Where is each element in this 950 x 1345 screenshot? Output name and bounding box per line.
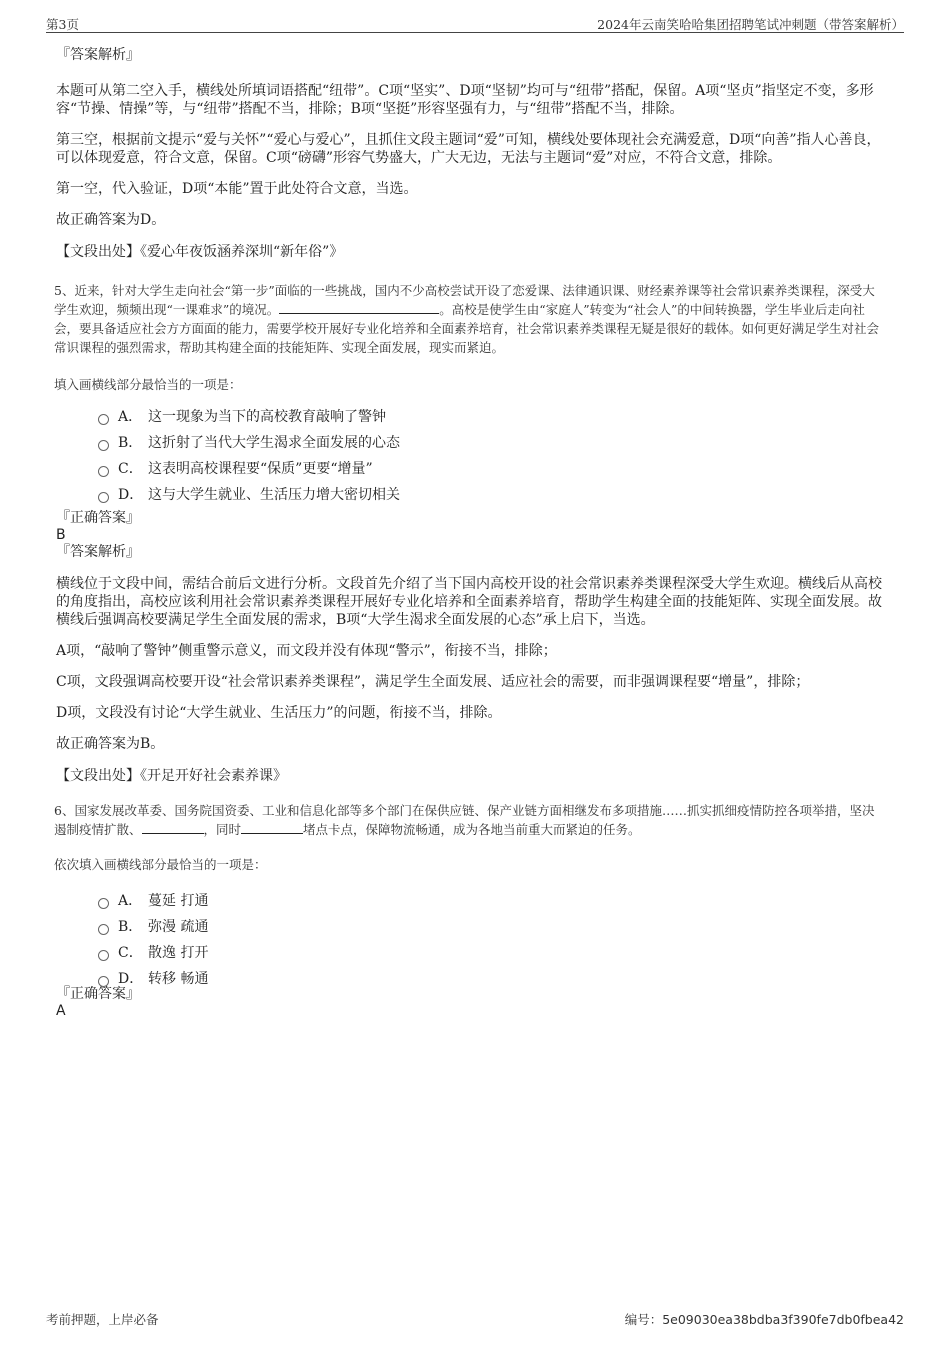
q5-stem-text: 5、近来，针对大学生走向社会“第一步”面临的一些挑战，国内不少高校尝试开设了恋爱课、法律通识课、财经素养课等社会常识素养类课程，深受大学生欢迎，频频出现“一课难求”的境况。 <box>54 283 875 317</box>
radio-icon[interactable] <box>98 924 109 935</box>
q5-answer: B <box>56 527 66 543</box>
option-letter: D． <box>118 971 144 987</box>
option-text: 这表明高校课程要“保质”更要“增量” <box>148 461 373 477</box>
option-letter: C． <box>118 945 143 961</box>
q5-analysis-paragraph: 横线位于文段中间，需结合前后文进行分析。文段首先介绍了当下国内高校开设的社会常识素养类课程深受大学生欢迎。横线后从高校的角度指出，高校应该利用社会常识素养类课程开展好专业化培养和全面素养培育，帮助学生构建全面的技能矩阵、实现全面发展。故横线后强调高校要满足学生全面发展的需求，B项“大学生渴求全面发展的心态”承上启下，当选。 <box>56 576 882 628</box>
q5-analysis-paragraph: A项，“敲响了警钟”侧重警示意义，而文段并没有体现“警示”，衔接不当，排除； <box>56 643 557 659</box>
q6-option-b[interactable] <box>98 913 928 939</box>
q6-stem-text: 6、国家发展改革委、国务院国资委、工业和信息化部等多个部门在保供应链、保产业链方面相继发布多项措施……抓实抓细疫情防控各项举措，坚决遏制疫情扩散、 <box>54 803 875 837</box>
footer-slogan: 考前押题，上岸必备 <box>46 1312 159 1327</box>
q5-prompt: 填入画横线部分最恰当的一项是： <box>54 377 242 392</box>
q6-option-a[interactable] <box>98 887 928 913</box>
q5-analysis-paragraph: 故正确答案为B。 <box>56 736 165 752</box>
radio-icon[interactable] <box>98 492 109 503</box>
option-text: 蔓延 打通 <box>148 893 209 909</box>
code-label: 编号： <box>624 1312 663 1327</box>
q4-analysis-paragraph: 本题可从第二空入手，横线处所填词语搭配“纽带”。C项“坚实”、D项“坚韧”均可与“纽带”搭配，保留。A项“坚贞”指坚定不变，多形容“节操、情操”等，与“纽带”搭配不当，排除；B项“坚挺”形容坚强有力，与“纽带”搭配不当，排除。 <box>56 83 874 117</box>
option-letter: B． <box>118 919 143 935</box>
q6-answer-label: 『正确答案』 <box>56 986 140 1002</box>
page-footer <box>46 1310 904 1330</box>
radio-icon[interactable] <box>98 440 109 451</box>
option-text: 散逸 打开 <box>148 945 209 961</box>
q4-analysis-paragraph: 第一空，代入验证，D项“本能”置于此处符合文意，当选。 <box>56 181 418 197</box>
q5-option-a[interactable] <box>98 403 928 429</box>
option-text: 这与大学生就业、生活压力增大密切相关 <box>148 487 400 503</box>
option-letter: B． <box>118 435 143 451</box>
option-letter: A． <box>118 409 143 425</box>
q6-answer: A <box>56 1003 66 1019</box>
q5-blank <box>279 301 439 314</box>
option-letter: C． <box>118 461 143 477</box>
q6-option-d[interactable] <box>98 965 928 991</box>
q5-analysis-label: 『答案解析』 <box>56 544 140 560</box>
q4-analysis-paragraph: 第三空，根据前文提示“爱与关怀”“爱心与爱心”，且抓住文段主题词“爱”可知，横线处要体现社会充满爱意，D项“向善”指人心善良，可以体现爱意，符合文意，保留。C项“磅礴”形容气势盛大，广大无边，无法与主题词“爱”对应，不符合文意，排除。 <box>56 132 881 166</box>
q4-analysis-label: 『答案解析』 <box>56 47 140 63</box>
q4-source: 【文段出处】《爱心年夜饭涵养深圳“新年俗”》 <box>56 244 344 260</box>
q6-prompt: 依次填入画横线部分最恰当的一项是： <box>54 857 267 872</box>
q6-options <box>98 887 928 991</box>
radio-icon[interactable] <box>98 466 109 477</box>
q5-option-b[interactable] <box>98 429 928 455</box>
q5-options <box>98 403 928 507</box>
option-text: 这一现象为当下的高校教育敲响了警钟 <box>148 409 386 425</box>
option-letter: A． <box>118 893 143 909</box>
radio-icon[interactable] <box>98 976 109 987</box>
main-content <box>56 44 886 1019</box>
q5-option-c[interactable] <box>98 455 928 481</box>
radio-icon[interactable] <box>98 950 109 961</box>
q6-stem-text: 堵点卡点，保障物流畅通，成为各地当前重大而紧迫的任务。 <box>303 822 641 837</box>
q5-source: 【文段出处】《开足开好社会素养课》 <box>56 768 287 784</box>
q6-blank-1 <box>142 821 204 834</box>
option-text: 转移 畅通 <box>148 971 209 987</box>
radio-icon[interactable] <box>98 414 109 425</box>
q6-stem-text: ，同时 <box>203 822 242 837</box>
q6-option-c[interactable] <box>98 939 928 965</box>
code-value: 5e09030ea38bdba3f390fe7db0fbea42 <box>662 1312 904 1327</box>
q6-stem <box>54 801 884 839</box>
q5-analysis-paragraph: C项，文段强调高校要开设“社会常识素养类课程”，满足学生全面发展、适应社会的需要，而非强调课程要“增量”，排除； <box>56 674 810 690</box>
q5-analysis-paragraph: D项，文段没有讨论“大学生就业、生活压力”的问题，衔接不当，排除。 <box>56 705 502 721</box>
radio-icon[interactable] <box>98 898 109 909</box>
q5-stem <box>54 281 884 357</box>
page-number: 第3页 <box>46 17 79 32</box>
q4-analysis-paragraph: 故正确答案为D。 <box>56 212 166 228</box>
q5-option-d[interactable] <box>98 481 928 507</box>
document-code <box>625 1310 904 1328</box>
page-header <box>46 12 904 33</box>
option-letter: D． <box>118 487 144 503</box>
document-title: 2024年云南笑哈哈集团招聘笔试冲刺题（带答案解析） <box>597 17 904 32</box>
option-text: 弥漫 疏通 <box>148 919 209 935</box>
q6-blank-2 <box>241 821 303 834</box>
q5-stem-text-after: 。高校是使学生由“家庭人”转变为“社会人”的中间转换器，学生毕业后走向社会，要具备适应社会方方面面的能力，需要学校开展好专业化培养和全面素养培育，社会常识素养类课程无疑是很好的载体。如何更好满足学生对社会常识课程的强烈需求，帮助其构建全面的技能矩阵、实现全面发展，现实而紧迫。 <box>54 302 880 355</box>
option-text: 这折射了当代大学生渴求全面发展的心态 <box>148 435 400 451</box>
q5-answer-label: 『正确答案』 <box>56 510 140 526</box>
